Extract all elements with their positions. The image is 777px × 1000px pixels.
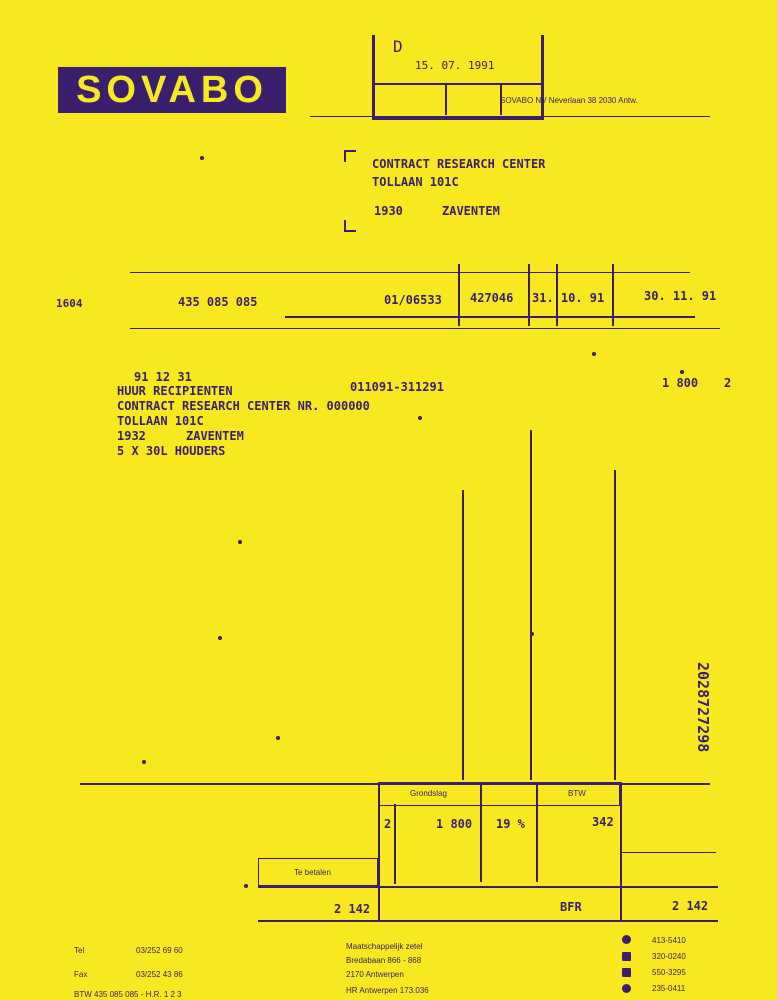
item-street: TOLLAAN 101C (117, 414, 204, 428)
due-date: 30. 11. 91 (644, 289, 717, 303)
header-btw: BTW (568, 789, 586, 798)
total-vat-amount: 342 (592, 815, 614, 829)
recipient-city: ZAVENTEM (442, 204, 500, 218)
footer-tel-label: Tel (74, 946, 85, 955)
vat-number: 435 085 085 (178, 295, 258, 309)
total-amount: 2 142 (672, 899, 709, 913)
reference-number: 01/06533 (384, 293, 442, 307)
bank-account-4: 235-0411 (652, 984, 686, 993)
company-logo: SOVABO (58, 67, 286, 113)
footer-seat-label: Maatschappelijk zetel (346, 942, 423, 951)
footer-city: 2170 Antwerpen (346, 970, 404, 979)
item-date: 91 12 31 (134, 370, 192, 384)
header-to-pay: Te betalen (294, 868, 331, 877)
bank-account-2: 320-0240 (652, 952, 686, 961)
item-detail: 5 X 30L HOUDERS (117, 444, 226, 458)
received-stamp (372, 35, 544, 120)
footer-hr: HR Antwerpen 173.036 (346, 986, 429, 995)
header-base: Grondslag (410, 789, 447, 798)
recipient-postcode: 1930 (374, 204, 403, 218)
stamp-date: 15. 07. 1991 (415, 59, 495, 72)
invoice-number: 427046 (470, 291, 514, 305)
item-description: HUUR RECIPIENTEN (117, 384, 233, 398)
footer-street: Bredabaan 866 - 868 (346, 956, 422, 965)
recipient-name: CONTRACT RESEARCH CENTER (372, 157, 546, 171)
item-postcode: 1932 (117, 429, 146, 443)
client-code: 1604 (56, 297, 83, 310)
bank-bullet-icon (622, 984, 631, 993)
total-currency: BFR (560, 900, 582, 914)
bank-bullet-icon (622, 935, 631, 944)
total-code: 2 (384, 817, 392, 831)
footer-fax-label: Fax (74, 970, 88, 979)
total-subtotal: 2 142 (334, 902, 371, 916)
total-base: 1 800 (436, 817, 473, 831)
recipient-street: TOLLAAN 101C (372, 175, 459, 189)
footer-fax: 03/252 43 86 (136, 970, 183, 979)
item-amount: 1 800 (662, 376, 699, 390)
bank-account-3: 550-3295 (652, 968, 686, 977)
bank-account-1: 413-5410 (652, 936, 686, 945)
item-period: 011091-311291 (350, 380, 444, 394)
document-code: 2028727298 (694, 662, 712, 753)
item-client: CONTRACT RESEARCH CENTER NR. 000000 (117, 399, 370, 413)
total-vat-rate: 19 % (496, 817, 525, 831)
sender-address-snippet: SOVABO NV Neverlaan 38 2030 Antw. (500, 96, 638, 105)
stamp-letter: D (393, 37, 403, 56)
footer-btw: BTW 435 085 085 - H.R. 1 2 3 (74, 990, 182, 999)
footer-tel: 03/252 69 60 (136, 946, 183, 955)
bank-bullet-icon (622, 968, 631, 977)
invoice-date: 31. 10. 91 (532, 291, 605, 305)
item-city: ZAVENTEM (186, 429, 244, 443)
item-qty: 2 (724, 376, 732, 390)
bank-bullet-icon (622, 952, 631, 961)
